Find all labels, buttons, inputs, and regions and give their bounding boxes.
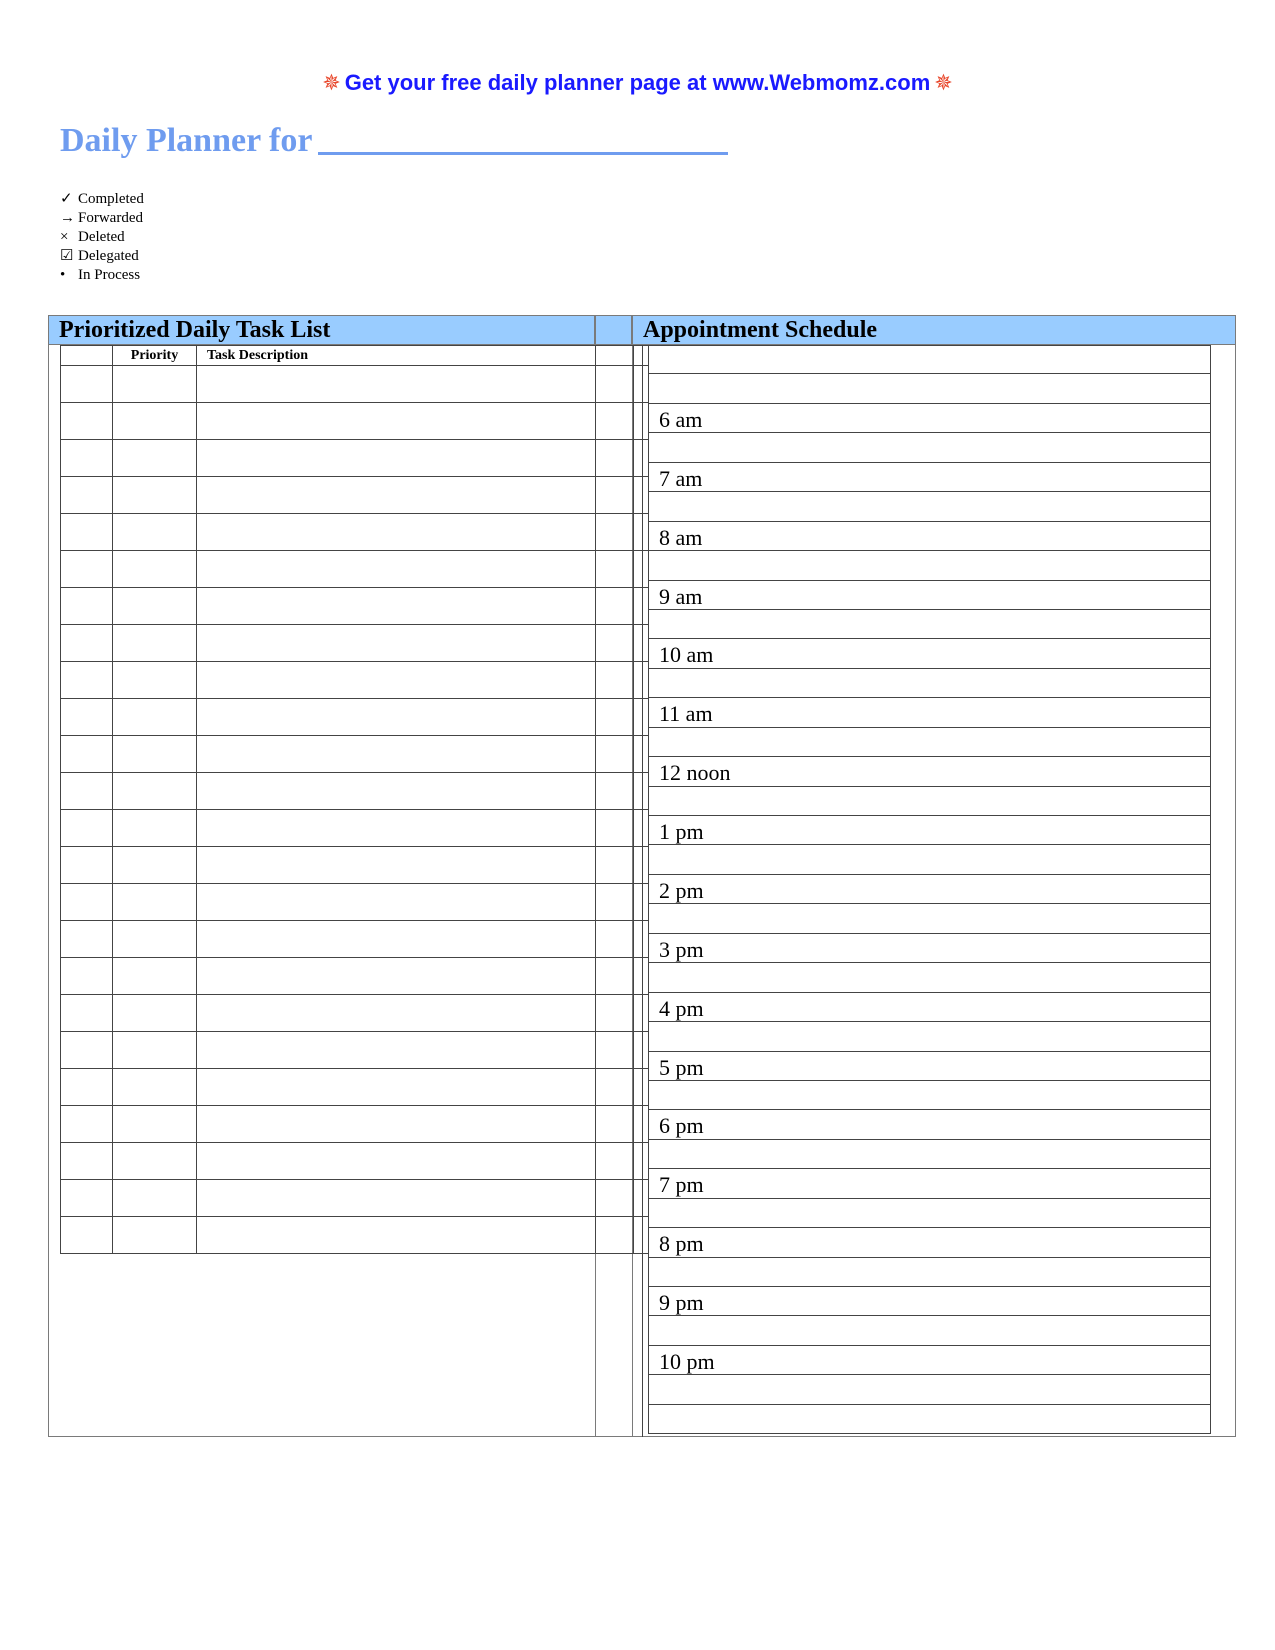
priority-cell[interactable] xyxy=(113,551,197,588)
time-label: 9 am xyxy=(659,583,703,609)
time-label: 2 pm xyxy=(659,877,704,903)
date-blank-line xyxy=(318,124,728,155)
legend-item-deleted xyxy=(60,228,144,247)
status-cell[interactable] xyxy=(61,995,113,1032)
extra-cell[interactable] xyxy=(634,884,649,921)
extra-column-header xyxy=(634,346,649,366)
extra-cell[interactable] xyxy=(596,551,634,588)
priority-cell[interactable] xyxy=(113,699,197,736)
task-list-heading-text: Prioritized Daily Task List xyxy=(59,317,331,343)
table-row xyxy=(61,773,649,810)
status-cell[interactable] xyxy=(61,810,113,847)
status-cell[interactable] xyxy=(61,1069,113,1106)
status-cell[interactable] xyxy=(61,551,113,588)
description-cell[interactable] xyxy=(197,551,596,588)
priority-cell[interactable] xyxy=(113,1143,197,1180)
priority-cell[interactable] xyxy=(113,403,197,440)
time-label: 6 pm xyxy=(659,1113,704,1139)
description-cell[interactable] xyxy=(197,1143,596,1180)
extra-cell[interactable] xyxy=(596,884,634,921)
table-row xyxy=(61,440,649,477)
time-label: 11 am xyxy=(659,701,713,727)
description-cell[interactable] xyxy=(197,1180,596,1217)
status-cell[interactable] xyxy=(61,625,113,662)
extra-cell[interactable] xyxy=(634,958,649,995)
extra-cell[interactable] xyxy=(596,1143,634,1180)
description-cell[interactable] xyxy=(197,588,596,625)
extra-cell[interactable] xyxy=(596,1069,634,1106)
table-row xyxy=(61,366,649,403)
priority-cell[interactable] xyxy=(113,958,197,995)
time-label: 6 am xyxy=(659,406,703,432)
priority-cell[interactable] xyxy=(113,440,197,477)
check-icon: ✓ xyxy=(60,191,73,207)
schedule-blank-slot[interactable] xyxy=(648,669,1211,698)
table-row xyxy=(61,736,649,773)
priority-cell[interactable] xyxy=(113,662,197,699)
schedule-blank-slot[interactable] xyxy=(648,1081,1211,1110)
schedule-time-slot[interactable] xyxy=(648,816,1211,845)
extra-cell[interactable] xyxy=(634,366,649,403)
task-table xyxy=(60,345,649,1254)
table-row xyxy=(61,958,649,995)
schedule-blank-slot[interactable] xyxy=(648,345,1211,374)
extra-cell[interactable] xyxy=(634,921,649,958)
extra-cell[interactable] xyxy=(634,1069,649,1106)
table-row xyxy=(61,1069,649,1106)
status-cell[interactable] xyxy=(61,847,113,884)
schedule-time-slot[interactable] xyxy=(648,875,1211,904)
priority-cell[interactable] xyxy=(113,1106,197,1143)
description-cell[interactable] xyxy=(197,736,596,773)
extra-cell[interactable] xyxy=(634,736,649,773)
status-cell[interactable] xyxy=(61,662,113,699)
status-cell[interactable] xyxy=(61,1032,113,1069)
table-row xyxy=(61,1143,649,1180)
description-cell[interactable] xyxy=(197,625,596,662)
table-row xyxy=(61,810,649,847)
schedule-time-slot[interactable] xyxy=(648,581,1211,610)
table-row xyxy=(61,662,649,699)
extra-cell[interactable] xyxy=(634,1143,649,1180)
description-cell[interactable] xyxy=(197,958,596,995)
status-cell[interactable] xyxy=(61,773,113,810)
time-label: 10 pm xyxy=(659,1348,715,1374)
extra-column-header xyxy=(596,346,634,366)
legend-label: Forwarded xyxy=(78,210,143,226)
extra-cell[interactable] xyxy=(634,403,649,440)
description-cell[interactable] xyxy=(197,477,596,514)
legend-item-completed xyxy=(60,190,144,209)
description-cell[interactable] xyxy=(197,403,596,440)
time-label: 12 noon xyxy=(659,760,731,786)
priority-cell[interactable] xyxy=(113,1217,197,1254)
legend-item-forwarded xyxy=(60,209,144,228)
extra-cell[interactable] xyxy=(596,662,634,699)
extra-cell[interactable] xyxy=(596,958,634,995)
table-row xyxy=(61,884,649,921)
priority-cell[interactable] xyxy=(113,1069,197,1106)
table-row xyxy=(61,625,649,662)
header-spacer xyxy=(595,315,632,345)
description-cell[interactable] xyxy=(197,1217,596,1254)
extra-cell[interactable] xyxy=(596,1106,634,1143)
table-row xyxy=(61,1106,649,1143)
description-cell[interactable] xyxy=(197,921,596,958)
schedule-blank-slot[interactable] xyxy=(648,374,1211,403)
extra-cell[interactable] xyxy=(634,625,649,662)
extra-cell[interactable] xyxy=(596,403,634,440)
extra-cell[interactable] xyxy=(596,625,634,662)
priority-cell[interactable] xyxy=(113,773,197,810)
schedule-time-slot[interactable] xyxy=(648,639,1211,668)
table-row xyxy=(61,551,649,588)
legend-item-in-process xyxy=(60,266,144,285)
schedule-blank-slot[interactable] xyxy=(648,845,1211,874)
status-cell[interactable] xyxy=(61,440,113,477)
table-row xyxy=(61,514,649,551)
time-label: 7 pm xyxy=(659,1172,704,1198)
description-cell[interactable] xyxy=(197,810,596,847)
status-cell[interactable] xyxy=(61,514,113,551)
priority-cell[interactable] xyxy=(113,477,197,514)
status-cell[interactable] xyxy=(61,1180,113,1217)
extra-cell[interactable] xyxy=(596,514,634,551)
schedule-blank-slot[interactable] xyxy=(648,1316,1211,1345)
task-list-heading xyxy=(48,315,595,345)
extra-cell[interactable] xyxy=(596,477,634,514)
cross-icon: × xyxy=(60,229,69,245)
schedule-time-slot[interactable] xyxy=(648,698,1211,727)
schedule-time-slot[interactable] xyxy=(648,1287,1211,1316)
schedule-time-slot[interactable] xyxy=(648,757,1211,786)
legend-label: Deleted xyxy=(78,229,125,245)
schedule-time-slot[interactable] xyxy=(648,934,1211,963)
legend-label: Delegated xyxy=(78,248,139,264)
description-cell[interactable] xyxy=(197,514,596,551)
time-label: 5 pm xyxy=(659,1054,704,1080)
priority-cell[interactable] xyxy=(113,1180,197,1217)
time-label: 3 pm xyxy=(659,936,704,962)
extra-cell[interactable] xyxy=(596,1032,634,1069)
extra-cell[interactable] xyxy=(634,847,649,884)
priority-cell[interactable] xyxy=(113,884,197,921)
extra-cell[interactable] xyxy=(596,366,634,403)
priority-cell[interactable] xyxy=(113,995,197,1032)
table-row xyxy=(61,995,649,1032)
schedule-time-slot[interactable] xyxy=(648,1110,1211,1139)
time-label: 7 am xyxy=(659,465,703,491)
table-row xyxy=(61,847,649,884)
description-cell[interactable] xyxy=(197,699,596,736)
schedule-blank-slot[interactable] xyxy=(648,610,1211,639)
status-cell[interactable] xyxy=(61,1217,113,1254)
description-cell[interactable] xyxy=(197,773,596,810)
schedule-blank-slot[interactable] xyxy=(648,433,1211,462)
extra-cell[interactable] xyxy=(634,551,649,588)
schedule-time-slot[interactable] xyxy=(648,993,1211,1022)
schedule-time-slot[interactable] xyxy=(648,1228,1211,1257)
table-row xyxy=(61,921,649,958)
description-cell[interactable] xyxy=(197,1032,596,1069)
schedule-side-line xyxy=(642,345,643,1437)
table-row xyxy=(61,477,649,514)
status-cell[interactable] xyxy=(61,921,113,958)
schedule-time-slot[interactable] xyxy=(648,1052,1211,1081)
extra-cell[interactable] xyxy=(634,588,649,625)
extra-cell[interactable] xyxy=(634,773,649,810)
promo-banner xyxy=(0,70,1275,96)
bullet-icon: • xyxy=(60,267,66,283)
priority-cell[interactable] xyxy=(113,847,197,884)
table-row xyxy=(61,403,649,440)
priority-cell[interactable] xyxy=(113,1032,197,1069)
extra-cell[interactable] xyxy=(634,1180,649,1217)
time-label: 1 pm xyxy=(659,819,704,844)
extra-cell[interactable] xyxy=(634,514,649,551)
schedule-blank-slot[interactable] xyxy=(648,963,1211,992)
description-cell[interactable] xyxy=(197,847,596,884)
status-cell[interactable] xyxy=(61,958,113,995)
extra-cell[interactable] xyxy=(634,477,649,514)
description-cell[interactable] xyxy=(197,884,596,921)
priority-cell[interactable] xyxy=(113,366,197,403)
priority-cell[interactable] xyxy=(113,921,197,958)
description-cell[interactable] xyxy=(197,440,596,477)
status-cell[interactable] xyxy=(61,699,113,736)
schedule-time-slot[interactable] xyxy=(648,1346,1211,1375)
priority-cell[interactable] xyxy=(113,588,197,625)
schedule-time-slot[interactable] xyxy=(648,522,1211,551)
extra-cell[interactable] xyxy=(634,440,649,477)
extra-cell[interactable] xyxy=(596,773,634,810)
schedule-blank-slot[interactable] xyxy=(648,1405,1211,1434)
priority-cell[interactable] xyxy=(113,514,197,551)
legend-item-delegated xyxy=(60,247,144,266)
appointment-schedule xyxy=(648,345,1211,1434)
schedule-blank-slot[interactable] xyxy=(648,1022,1211,1051)
time-label: 8 pm xyxy=(659,1231,704,1257)
extra-cell[interactable] xyxy=(596,921,634,958)
status-cell[interactable] xyxy=(61,403,113,440)
schedule-blank-slot[interactable] xyxy=(648,492,1211,521)
priority-column-header: Priority xyxy=(113,346,197,366)
task-table-header xyxy=(61,346,649,366)
time-label: 10 am xyxy=(659,642,714,668)
schedule-blank-slot[interactable] xyxy=(648,1140,1211,1169)
checkbox-icon: ☑ xyxy=(60,248,74,264)
schedule-blank-slot[interactable] xyxy=(648,904,1211,933)
extra-cell[interactable] xyxy=(596,1180,634,1217)
description-column-header: Task Description xyxy=(197,346,596,366)
priority-cell[interactable] xyxy=(113,736,197,773)
status-cell[interactable] xyxy=(61,366,113,403)
promo-banner-text: Get your free daily planner page at www.Webmomz.com xyxy=(344,70,931,95)
extra-cell[interactable] xyxy=(634,810,649,847)
extra-cell[interactable] xyxy=(634,699,649,736)
check-column-header xyxy=(61,346,113,366)
status-cell[interactable] xyxy=(61,736,113,773)
description-cell[interactable] xyxy=(197,662,596,699)
star-icon: ✵ xyxy=(934,70,953,95)
table-row xyxy=(61,1032,649,1069)
schedule-blank-slot[interactable] xyxy=(648,1258,1211,1287)
table-row xyxy=(61,1217,649,1254)
time-label: 8 am xyxy=(659,524,703,550)
extra-cell[interactable] xyxy=(596,1217,634,1254)
extra-cell[interactable] xyxy=(596,440,634,477)
star-icon: ✵ xyxy=(322,70,341,95)
page-title xyxy=(60,122,728,160)
schedule-time-slot[interactable] xyxy=(648,404,1211,433)
extra-cell[interactable] xyxy=(634,662,649,699)
table-row xyxy=(61,1180,649,1217)
description-cell[interactable] xyxy=(197,1106,596,1143)
status-cell[interactable] xyxy=(61,588,113,625)
page-title-label: Daily Planner for xyxy=(60,122,313,159)
description-cell[interactable] xyxy=(197,995,596,1032)
description-cell[interactable] xyxy=(197,1069,596,1106)
extra-cell[interactable] xyxy=(596,699,634,736)
extra-cell[interactable] xyxy=(634,995,649,1032)
extra-cell[interactable] xyxy=(634,1032,649,1069)
extra-cell[interactable] xyxy=(596,847,634,884)
extra-cell[interactable] xyxy=(634,1217,649,1254)
status-cell[interactable] xyxy=(61,884,113,921)
priority-cell[interactable] xyxy=(113,810,197,847)
status-legend xyxy=(60,190,144,285)
schedule-time-slot[interactable] xyxy=(648,1169,1211,1198)
extra-cell[interactable] xyxy=(634,1106,649,1143)
legend-label: Completed xyxy=(78,191,144,207)
arrow-right-icon: → xyxy=(60,210,75,226)
extra-cell[interactable] xyxy=(596,588,634,625)
extra-cell[interactable] xyxy=(596,995,634,1032)
status-cell[interactable] xyxy=(61,477,113,514)
time-label: 9 pm xyxy=(659,1290,704,1315)
schedule-time-slot[interactable] xyxy=(648,463,1211,492)
status-cell[interactable] xyxy=(61,1143,113,1180)
schedule-blank-slot[interactable] xyxy=(648,1375,1211,1404)
legend-label: In Process xyxy=(78,267,141,283)
schedule-heading xyxy=(632,315,1236,345)
schedule-blank-slot[interactable] xyxy=(648,728,1211,757)
status-cell[interactable] xyxy=(61,1106,113,1143)
table-row xyxy=(61,699,649,736)
priority-cell[interactable] xyxy=(113,625,197,662)
time-label: 4 pm xyxy=(659,995,704,1021)
schedule-blank-slot[interactable] xyxy=(648,1199,1211,1228)
description-cell[interactable] xyxy=(197,366,596,403)
schedule-blank-slot[interactable] xyxy=(648,551,1211,580)
extra-cell[interactable] xyxy=(596,810,634,847)
extra-cell[interactable] xyxy=(596,736,634,773)
schedule-heading-text: Appointment Schedule xyxy=(643,317,878,343)
table-row xyxy=(61,588,649,625)
schedule-blank-slot[interactable] xyxy=(648,787,1211,816)
